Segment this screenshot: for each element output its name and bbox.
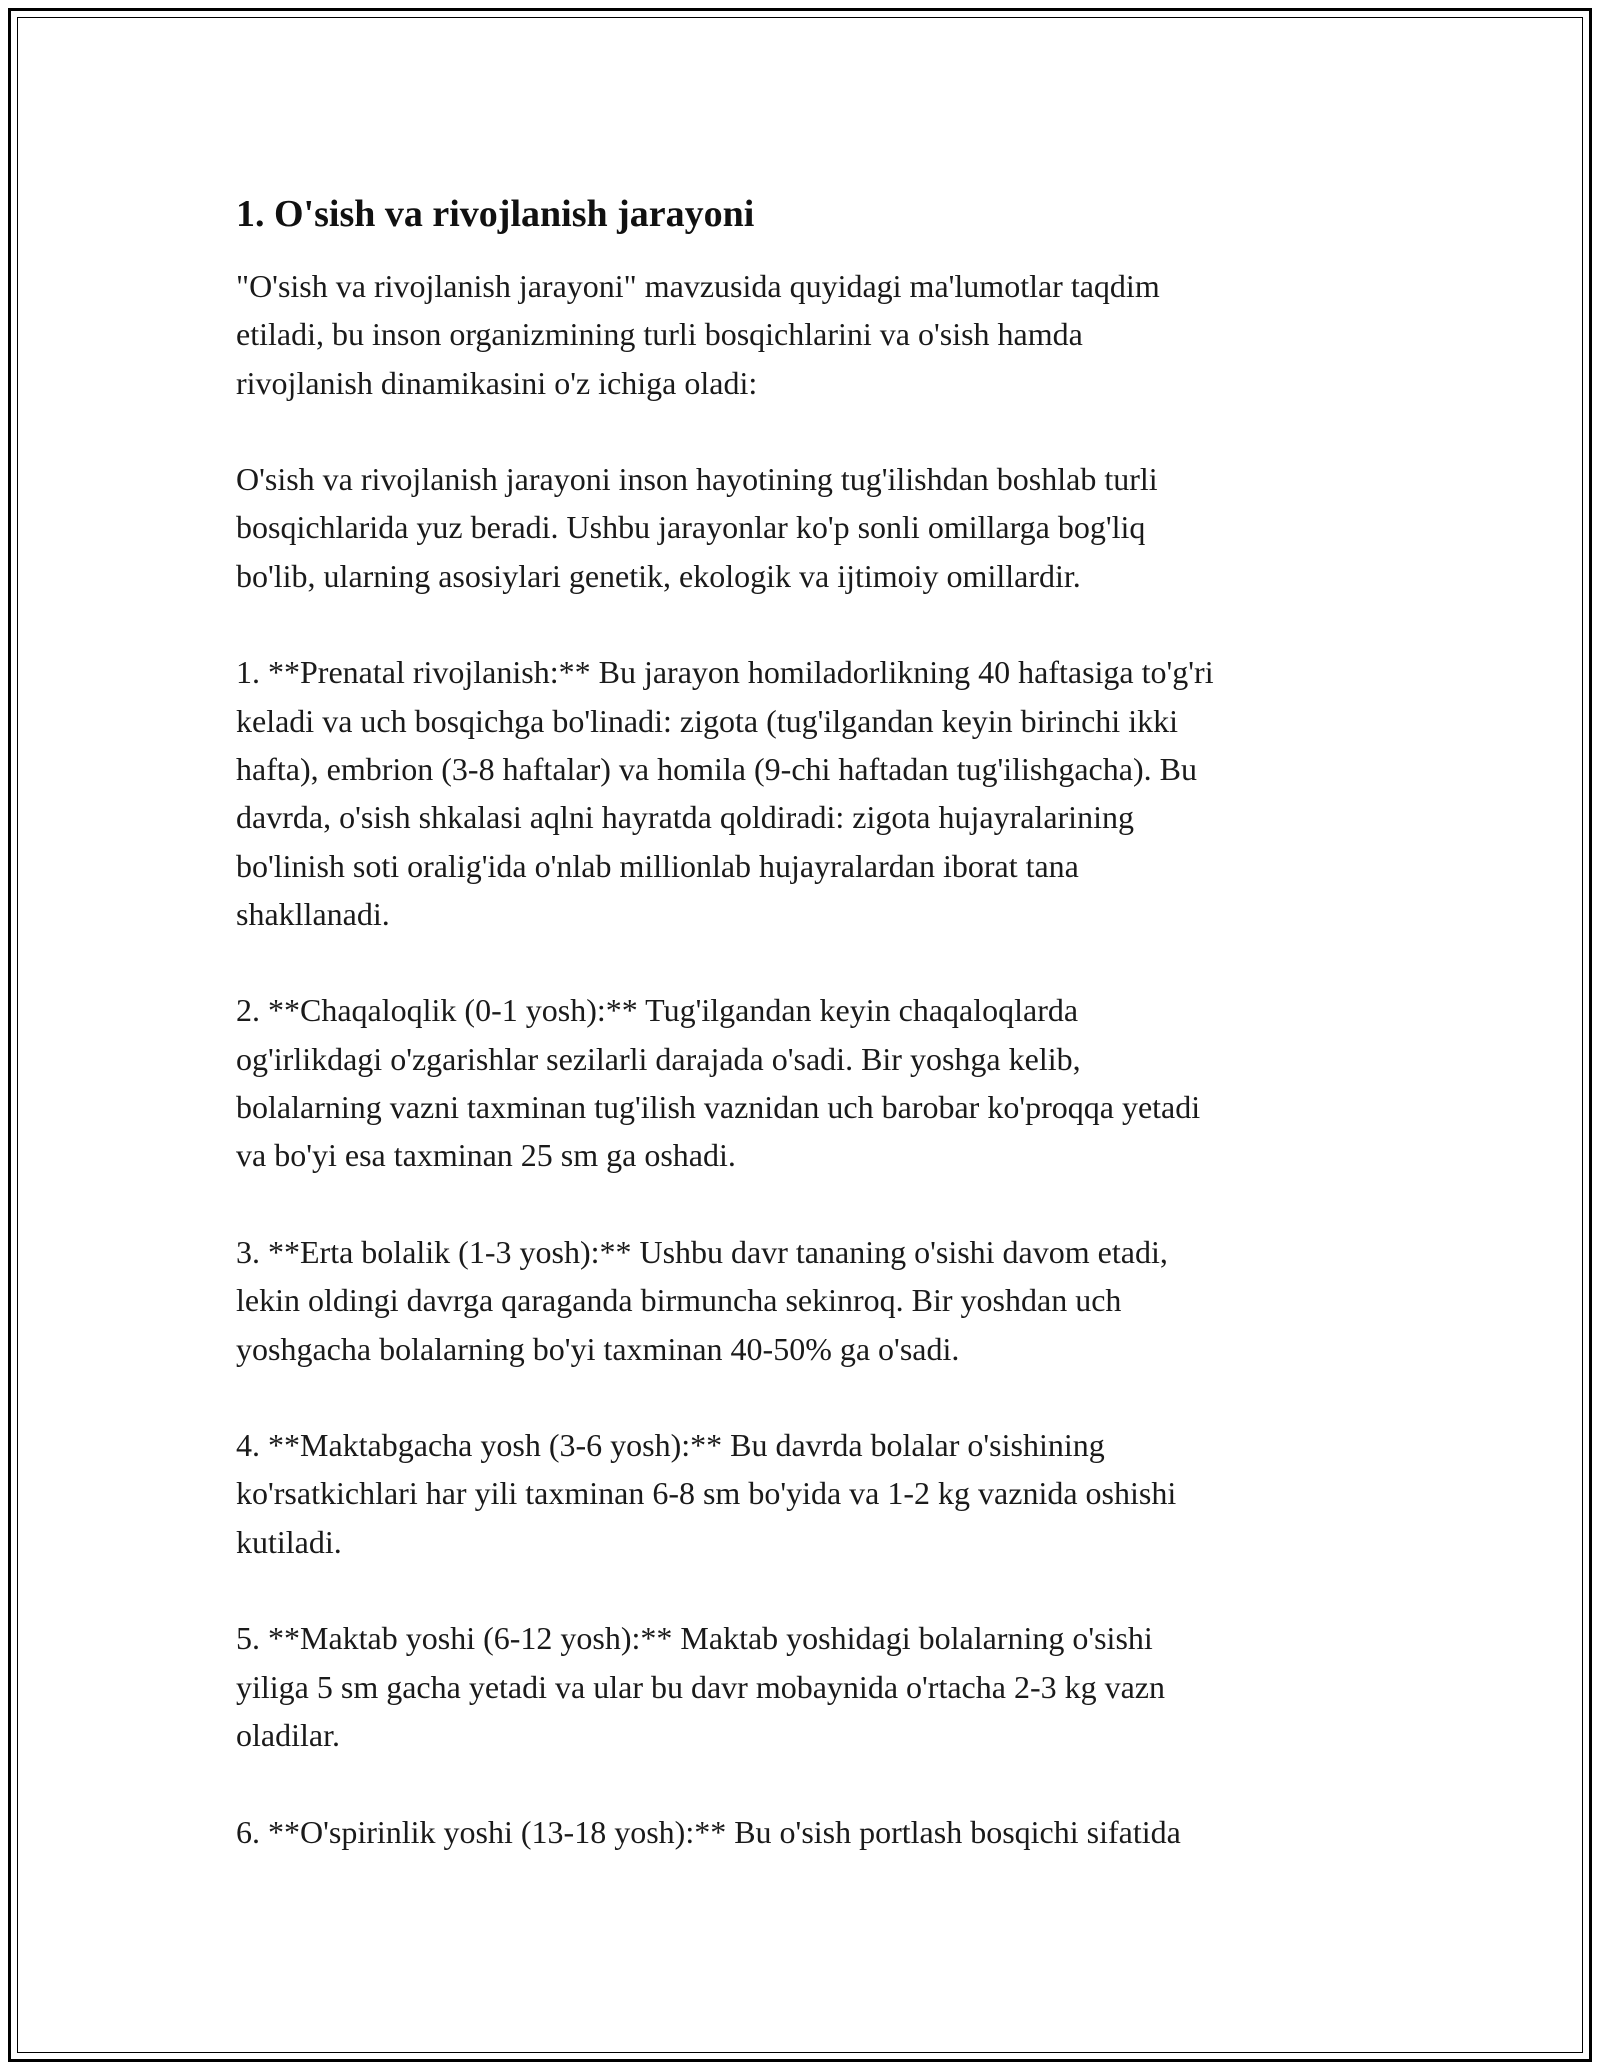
paragraph-prenatal: 1. **Prenatal rivojlanish:** Bu jarayon homiladorlikning 40 haftasiga to'g'ri keladi va uch bosqichga bo'linadi: zigota (tug'ilgandan keyin birinchi ikki hafta), embrion (3-8 haftalar) va homila (9-chi haftadan tug'ilishgacha). Bu davrda, o'sish shkalasi aqlni hayratda qoldiradi: zigota hujayralarining bo'linish soti oralig'ida o'nlab millionlab hujayralardan iborat tana shakllanadi. bbox=[236, 654, 1214, 932]
document-body bbox=[236, 182, 1366, 1904]
document-title: 1. O'sish va rivojlanish jarayoni bbox=[236, 193, 755, 235]
paragraph-school-age: 5. **Maktab yoshi (6-12 yosh):** Maktab yoshidagi bolalarning o'sishi yiliga 5 sm gacha yetadi va ular bu davr mobaynida o'rtacha 2-3 kg vazn oladilar. bbox=[236, 1620, 1165, 1753]
paragraph-early-childhood: 3. **Erta bolalik (1-3 yosh):** Ushbu davr tananing o'sishi davom etadi, lekin oldingi davrga qaraganda birmuncha sekinroq. Bir yoshdan uch yoshgacha bolalarning bo'yi taxminan 40-50% ga o'sadi. bbox=[236, 1233, 1168, 1367]
paragraph-overview: O'sish va rivojlanish jarayoni inson hayotining tug'ilishdan boshlab turli bosqichlarida yuz beradi. Ushbu jarayonlar ko'p sonli omillarga bog'liq bo'lib, ularning asosiylari genetik, ekologik va ijtimoiy omillardir. bbox=[236, 461, 1158, 594]
paragraph-preschool: 4. **Maktabgacha yosh (3-6 yosh):** Bu davrda bolalar o'sishining ko'rsatkichlari har yili taxminan 6-8 sm bo'yida va 1-2 kg vaznida oshishi kutiladi. bbox=[236, 1427, 1177, 1560]
paragraph-infancy: 2. **Chaqaloqlik (0-1 yosh):** Tug'ilgandan keyin chaqaloqlarda og'irlikdagi o'zgarishlar sezilarli darajada o'sadi. Bir yoshga kelib, bolalarning vazni taxminan tug'ilish vaznidan uch barobar ko'proqqa yetadi va bo'yi esa taxminan 25 sm ga oshadi. bbox=[236, 992, 1201, 1174]
paragraph-intro: "O'sish va rivojlanish jarayoni" mavzusida quyidagi ma'lumotlar taqdim etiladi, bu inson organizmining turli bosqichlarini va o'sish hamda rivojlanish dinamikasini o'z ichiga oladi: bbox=[236, 268, 1160, 401]
paragraph-adolescence: 6. **O'spirinlik yoshi (13-18 yosh):** Bu o'sish portlash bosqichi sifatida bbox=[236, 1813, 1181, 1850]
